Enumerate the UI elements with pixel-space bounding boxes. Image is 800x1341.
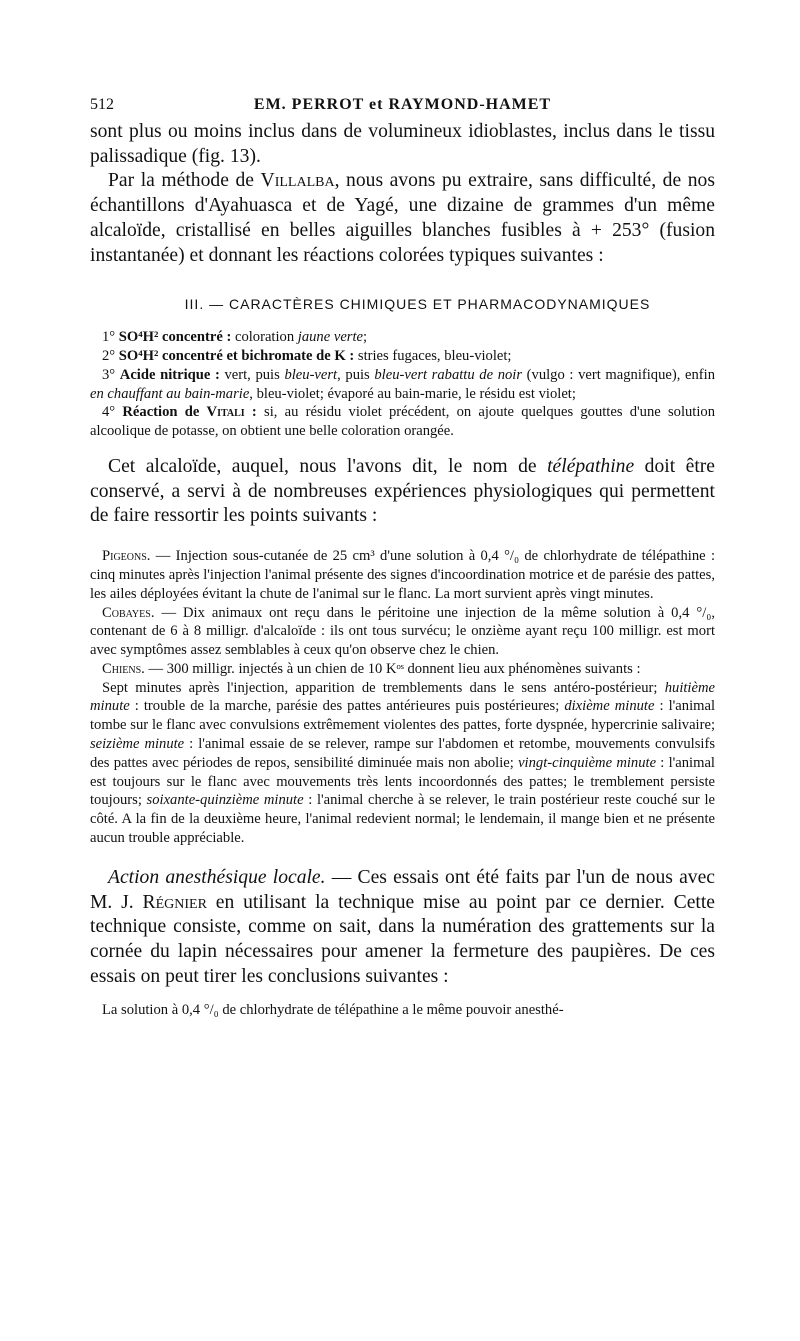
experiment-cobayes: Cobayes. — Dix animaux ont reçu dans le péritoine une injection de la même solution à 0,4 °/₀, contenant de 6 à 8 milligr. d'alcaloïde : ils ont tous survécu; le onzième ayant reçu 100 milligr. est mort avec symptômes assez semblables à ceux qu'on observe chez le chien.	[90, 604, 715, 659]
paragraph-3: Cet alcaloïde, auquel, nous l'avons dit, le nom de télépathine doit être conservé, a servi à de nombreuses expériences physiologiques qui permettent de faire ressortir les points suivants :	[90, 456, 715, 527]
section-heading: III. — CARACTÈRES CHIMIQUES ET PHARMACODYNAMIQUES	[184, 296, 651, 313]
paragraph-1: sont plus ou moins inclus dans de volumineux idioblastes, inclus dans le tissu palissadique (fig. 13).	[90, 121, 715, 167]
last-line: La solution à 0,4 °/₀ de chlorhydrate de télépathine a le même pouvoir anesthé-	[102, 1002, 564, 1019]
paragraph-2: Par la méthode de Villalba, nous avons pu extraire, sans difficulté, de nos échantillons d'Ayahuasca et de Yagé, une dizaine de grammes d'un même alcaloïde, cristallisé en belles aiguilles blanches fusibles à + 253° (fusion instantanée) et donnant les réactions colorées typiques suivantes :	[90, 170, 715, 266]
experiment-pigeons: Pigeons. — Injection sous-cutanée de 25 cm³ d'une solution à 0,4 °/₀ de chlorhydrate de télépathine : cinq minutes après l'injection l'animal présente des signes d'incoordination motrice et de parésie des pattes, les ailes déployées évitant la chute de l'animal sur le flanc. La mort survient après vingt minutes.	[90, 548, 715, 602]
reaction-4: 4° Réaction de Vitali : si, au résidu violet précédent, on ajoute quelques gouttes d'une solution alcoolique de potasse, on obtient une belle coloration orangée.	[90, 404, 715, 440]
running-head	[90, 96, 715, 120]
running-title: EM. PERROT et RAYMOND-HAMET	[253, 96, 552, 113]
author-name-regnier: Régnier	[142, 891, 207, 913]
page-number: 512	[90, 96, 114, 113]
author-name-villalba: Villalba	[260, 170, 335, 192]
experiment-chiens: Chiens. — 300 milligr. injectés à un chien de 10 Kᵒˢ donnent lieu aux phénomènes suivants :	[102, 660, 641, 677]
reaction-3: 3° Acide nitrique : vert, puis bleu-vert, puis bleu-vert rabattu de noir (vulgo : vert magnifique), enfin en chauffant au bain-marie, bleu-violet; évaporé au bain-marie, le résidu est violet;	[90, 366, 715, 402]
experiment-chiens-details: Sept minutes après l'injection, apparition de tremblements dans le sens antéro-postérieur; huitième minute : trouble de la marche, parésie des pattes antérieures puis postérieures; dixième minute : l'animal tombe sur le flanc avec convulsions extrêmement violentes des pattes, forte dyspnée, hypercrinie salivaire; seizième minute : l'animal essaie de se relever, rampe sur l'abdomen et retombe, mouvements convulsifs des pattes avec périodes de repos, sensibilité diminuée mais non abolie; vingt-cinquième minute : l'animal est toujours sur le flanc avec mouvements très lents incoordonnés des pattes; le tremblement persiste toujours; soixante-quinzième minute : l'animal cherche à se relever, le train postérieur reste couché sur le côté. A la fin de la deuxième heure, l'animal redevient normal; le lendemain, il mange bien et ne présente aucun trouble appréciable.	[90, 679, 716, 847]
paragraph-4: Action anesthésique locale. — Ces essais ont été faits par l'un de nous avec M. J. Régnier en utilisant la technique mise au point par ce dernier. Cette technique consiste, comme on sait, dans la numération des grattements sur la cornée du lapin nécessaires pour amener la fermeture des paupières. De ces essais on peut tirer les conclusions suivantes :	[90, 866, 715, 987]
page	[90, 96, 715, 1020]
reaction-2: 2° SO⁴H² concentré et bichromate de K : stries fugaces, bleu-violet;	[102, 348, 512, 365]
reaction-1: 1° SO⁴H² concentré : coloration jaune verte;	[102, 329, 368, 346]
